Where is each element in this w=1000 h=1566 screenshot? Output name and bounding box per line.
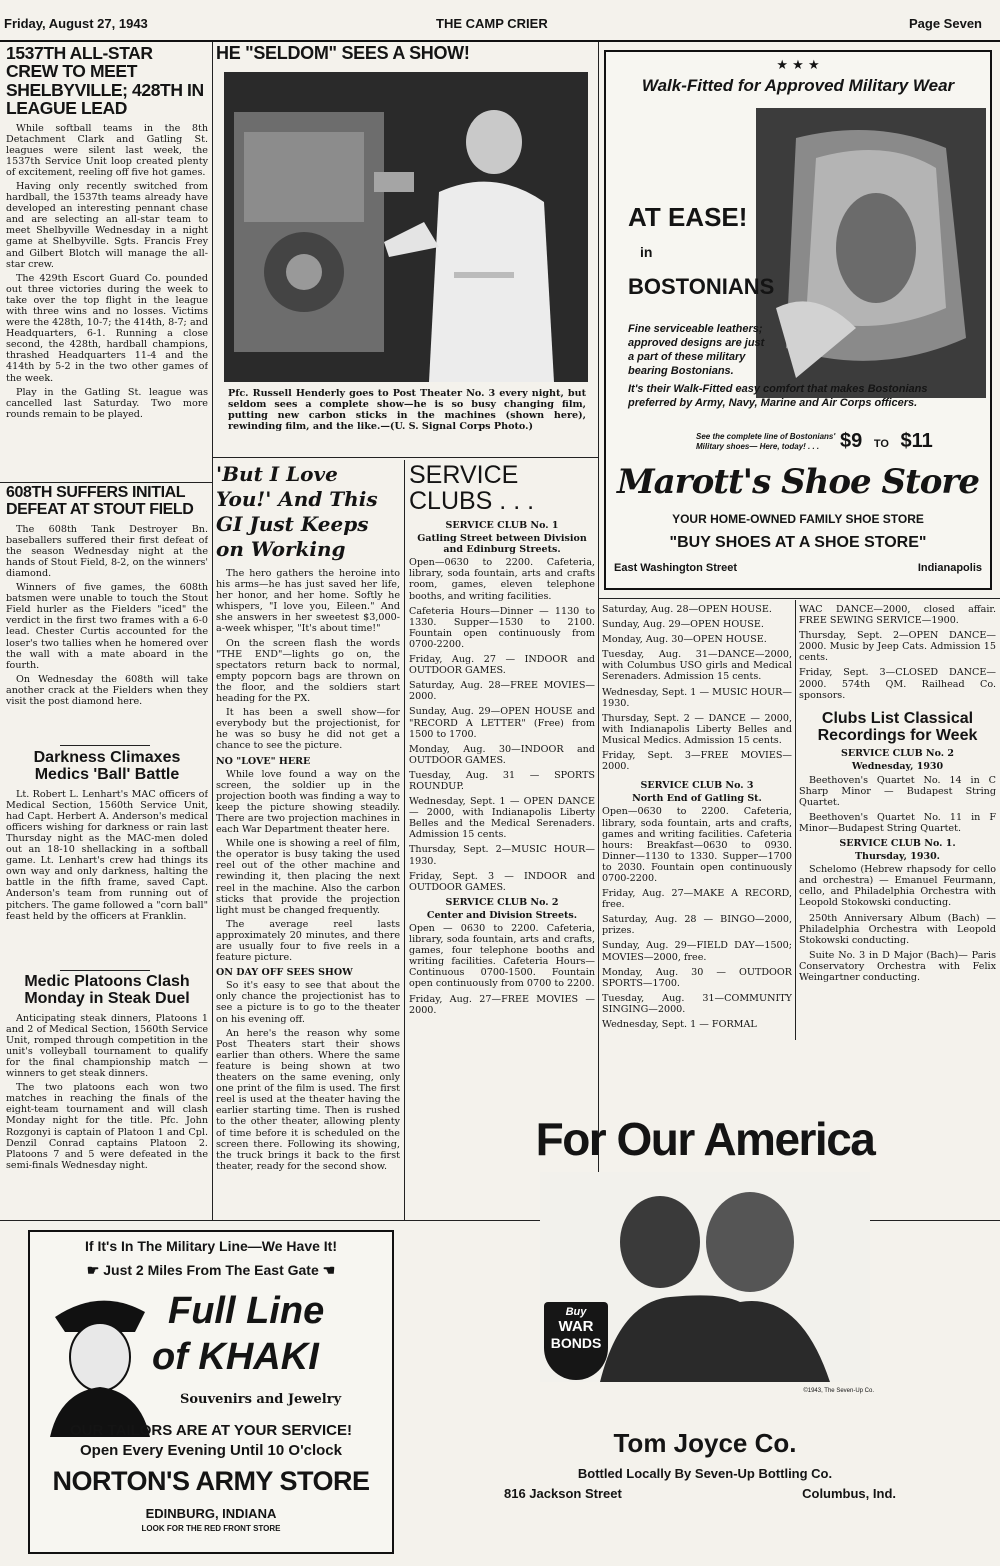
america-headline: For Our America xyxy=(535,1113,875,1165)
masthead xyxy=(0,14,1000,38)
schedule-item: Friday, Sept. 3 — INDOOR and OUTDOOR GAMES. xyxy=(409,870,595,893)
schedule-item: Thursday, Sept. 2—OPEN DANCE—2000. Music by Jeep Cats. Admission 15 cents. xyxy=(799,630,996,664)
recording-item: Schelomo (Hebrew rhapsody for cello and orchestra) — Emanuel Feurmann, cello, and Philadelphia Orchestra with Leopold Stokowski conducting. xyxy=(799,864,996,909)
paragraph: An here's the reason why some Post Theaters start their shows earlier than others. Where the same feature is being shown at two theaters on the same evening, only one print of the film is used. The first reel is used at the theater having the earlier starting time. Then is rushed to the other theater, allowing plenty of time before it is scheduled on the screen there. Following its showing, the truck brings it back to the first theater, ready for the second show. xyxy=(216,1027,400,1172)
masthead-rule xyxy=(0,40,1000,42)
recording-item: Beethoven's Quartet No. 11 in F Minor—Budapest String Quartet. xyxy=(799,811,996,834)
club2-schedule xyxy=(602,604,792,1030)
schedule-item: Thursday, Sept. 2—MUSIC HOUR—1930. xyxy=(409,844,595,867)
service-clubs-column xyxy=(409,462,595,1072)
love-article xyxy=(216,462,400,1218)
paragraph: So it's easy to see that about the only chance the projectionist has to see a picture is to go to the theater on his evening off. xyxy=(216,980,400,1025)
ad-price-high: $11 xyxy=(900,430,933,452)
america-company: Tom Joyce Co. xyxy=(613,1428,797,1458)
america-ad xyxy=(500,1112,910,1522)
ad-price xyxy=(840,430,933,453)
medics-headline: Darkness Climaxes Medics 'Ball' Battle xyxy=(33,750,181,783)
paragraph: The hero gathers the heroine into his arms—he has just saved her life, her honor, and her home. Softly he whispers, "I love you, Eileen." And she answers in her sweetest $3,000-a-week whisper, "It's about time!" xyxy=(216,568,400,635)
schedule-item: Monday, Aug. 30—OPEN HOUSE. xyxy=(602,634,767,646)
ad-stars: ★ ★ ★ xyxy=(776,58,820,73)
paragraph: While love found a way on the screen, the soldier up in the projection booth was finding a way to keep the picture showing steadily. There are two projection machines in each War Department theater here. xyxy=(216,768,400,836)
paragraph: While softball teams in the 8th Detachment Clark and Gatling St. leagues were silent last week, the 1537th Service Unit loop created plenty of excitement, reeling off five hot games. xyxy=(6,122,208,178)
allstar-article xyxy=(6,44,208,482)
service-clubs-column-2 xyxy=(602,604,792,1044)
schedule-item: Sunday, Aug. 29—FIELD DAY—1500; MOVIES—2000, free. xyxy=(602,940,792,963)
ad-street: East Washington Street xyxy=(614,562,738,574)
schedule-item: Tuesday, Aug. 31—COMMUNITY SINGING—2000. xyxy=(602,992,792,1015)
norton-miles-text: Just 2 Miles From The East Gate xyxy=(103,1262,319,1278)
paragraph: Winners of five games, the 608th batsmen were unable to touch the Stout Field hurler as the Fielders "iced" the verdict in the first two frames with a 6-0 lead. Chester Curtis accounted for the loser's two tallies when he homered over the wall with a mate aboard in the fourth. xyxy=(6,582,208,671)
norton-ad xyxy=(28,1230,394,1554)
love-body xyxy=(216,568,400,1172)
classical-headline: Clubs List Classical Recordings for Week xyxy=(817,709,978,744)
norton-tailors: OUR TAILORS ARE AT YOUR SERVICE! xyxy=(70,1422,352,1439)
column-rule xyxy=(795,600,796,1040)
america-bottled: Bottled Locally By Seven-Up Bottling Co. xyxy=(577,1466,833,1481)
schedule-item: Open—0630 to 2200. Cafeteria, library, soda fountain, arts and crafts room, games, eleven telephone booths, and writing facilities. xyxy=(409,557,595,602)
photo-headline: HE "SELDOM" SEES A SHOW! xyxy=(216,44,470,63)
club1-title: SERVICE CLUB No. 1 xyxy=(445,520,559,531)
schedule-item: Wednesday, Sept. 1 — OPEN DANCE — 2000, with Indianapolis Liberty Belles and the Medical Serenaders. Admission 15 cents. xyxy=(409,796,595,841)
medics-body xyxy=(6,789,208,922)
ad-store-sub: YOUR HOME-OWNED FAMILY SHOE STORE xyxy=(672,512,924,526)
photo-feature xyxy=(216,44,596,454)
club1-location: Gatling Street between Division and Edinburg Streets. xyxy=(417,533,587,556)
war-bonds-badge xyxy=(544,1302,608,1380)
schedule-item: Sunday, Aug. 29—OPEN HOUSE and "RECORD A LETTER" (Free) from 1500 to 1700. xyxy=(409,706,595,740)
schedule-item: Saturday, Aug. 28—FREE MOVIES—2000. xyxy=(409,680,595,703)
schedule-item: Tuesday, Aug. 31—DANCE—2000, with Columbus USO girls and Medical Serenaders. Admission 15 cents. xyxy=(602,649,792,683)
norton-miles xyxy=(30,1262,392,1279)
schedule-item: Friday, Sept. 3—FREE MOVIES—2000. xyxy=(602,750,792,773)
paragraph: Lt. Robert L. Lenhart's MAC officers of Medical Section, 1560th Service Unit, had Capt. Herbert A. Anderson's medical officers wishing for darkness or rain last Thursday night as the MAC-men doled out an 18-10 shellacking in a softball game. Lt. Lenhart's crew had things its own way and only darkness, halting the battle in the fifth frame, saved Capt. Anderson's team from running out of pitchers. The game followed a "corn ball" feast held by the officers at Franklin. xyxy=(6,788,208,922)
schedule-item: Friday, Aug. 27—MAKE A RECORD, free. xyxy=(602,888,792,911)
service-headline xyxy=(409,462,595,514)
platoons-article xyxy=(6,974,208,1218)
paragraph: The 429th Escort Guard Co. pounded out three victories during the week to take over the top flight in the league with three wins and no losses. Victims were the 428th, 10-7; the 414th, 8-7; and Headquarters, 6-1. Running a close second, the 428th, hardball champions, thrashed Headquarters 11-4 and the 414th by 5-2 in the two other games of the week. xyxy=(6,272,208,384)
schedule-item: Sunday, Aug. 29—OPEN HOUSE. xyxy=(602,619,764,631)
schedule-item: Wednesday, Sept. 1 — FORMAL xyxy=(602,1019,757,1030)
section-rule xyxy=(212,457,598,458)
paragraph: Play in the Gatling St. league was cancelled last Saturday. Two more rounds remain to be played. xyxy=(6,386,208,420)
schedule-item: Saturday, Aug. 28 — BINGO—2000, prizes. xyxy=(602,914,792,937)
pointing-hand-icon: ☚ xyxy=(318,1262,336,1278)
club2-title: SERVICE CLUB No. 2 xyxy=(445,896,559,908)
paragraph: Anticipating steak dinners, Platoons 1 and 2 of Medical Section, 1560th Service Unit, romped through competition in the unit's volleyball tournament to qualify for the final championship match — winners to get steak dinners. xyxy=(6,1012,208,1080)
america-copyright: ©1943, The Seven-Up Co. xyxy=(803,1388,874,1394)
schedule-item: Wednesday, Sept. 1 — MUSIC HOUR—1930. xyxy=(602,686,792,709)
norton-khaki: of KHAKI xyxy=(152,1336,319,1378)
ad-price-low: $9 xyxy=(840,430,863,452)
norton-name: NORTON'S ARMY STORE xyxy=(52,1466,370,1496)
paragraph: On the screen flash the words "THE END"—lights go on, the spectators return back to normal, empty popcorn bags are thrown on the floor, and the soldiers start heading for the PX. xyxy=(216,637,400,705)
paragraph: While one is showing a reel of film, the operator is busy taking the used reel out of the other machine and rewinding it, then placing the next reel in the machine. Also the carbon sticks that provide the projection light must be changed frequently. xyxy=(216,838,400,916)
boot-illustration xyxy=(756,108,986,398)
classical-day: Thursday, 1930. xyxy=(854,851,940,863)
bostonians-ad xyxy=(604,50,992,590)
classical-day: Wednesday, 1930 xyxy=(851,761,944,773)
service-clubs-column-3 xyxy=(799,604,996,1044)
schedule-item: Open—0630 to 2200. Cafeteria, library, soda fountain, arts and crafts, games and writing facilities. Cafeteria hours: Breakfast—0630 to 0930. Dinner—1130 to 1330. Supper—1700 to 2030. Fountain open continuously 0700-2200. xyxy=(602,806,792,884)
love-subhead: ON DAY OFF SEES SHOW xyxy=(216,967,353,979)
ad-at-ease: AT EASE! xyxy=(628,202,748,232)
allstar-headline: 1537TH ALL-STAR CREW TO MEET SHELBYVILLE; 428TH IN LEAGUE LEAD xyxy=(6,44,204,119)
stout-body xyxy=(6,524,208,708)
ad-price-to: TO xyxy=(873,438,889,450)
section-rule xyxy=(60,745,150,746)
soldier-illustration xyxy=(40,1287,160,1437)
classical-club1: SERVICE CLUB No. 1. xyxy=(839,838,956,849)
platoons-body xyxy=(6,1013,208,1171)
club1-schedule xyxy=(409,520,595,1016)
norton-top: If It's In The Military Line—We Have It! xyxy=(85,1238,337,1254)
ad-store-logo: Marott's Shoe Store xyxy=(617,462,979,502)
club2-location: Center and Division Streets. xyxy=(426,909,578,921)
masthead-paper: THE CAMP CRIER xyxy=(436,16,548,31)
photo-caption: Pfc. Russell Henderly goes to Post Theater No. 3 every night, but seldom sees a complete show—he is so busy changing film, putting new carbon sticks in the machines (shown here), rewinding film, and the like.—(U. S. Signal Corps Photo.) xyxy=(228,388,586,433)
section-rule xyxy=(60,970,150,971)
schedule-item: Tuesday, Aug. 31 — SPORTS ROUNDUP. xyxy=(409,769,595,792)
schedule-item: Monday, Aug. 30—INDOOR and OUTDOOR GAMES. xyxy=(409,743,595,766)
paragraph: The 608th Tank Destroyer Bn. baseballers suffered their first defeat of the season Wednesday night at the hands of Stout Field, 8-2, on the winners' diamond. xyxy=(6,523,208,579)
projectionist-photo xyxy=(224,72,588,382)
ad-brand: BOSTONIANS xyxy=(628,274,775,299)
column-rule xyxy=(404,460,405,1220)
badge-bonds: BONDS xyxy=(550,1335,602,1351)
paragraph: It has been a swell show—for everybody but the projectionist, for he was so busy he did not get a chance to see the picture. xyxy=(216,707,400,752)
masthead-date: Friday, August 27, 1943 xyxy=(4,16,148,31)
badge-war: WAR xyxy=(558,1318,594,1335)
platoons-headline: Medic Platoons Clash Monday in Steak Duel xyxy=(24,974,190,1007)
column-rule xyxy=(212,42,213,1220)
america-street: 816 Jackson Street xyxy=(504,1486,622,1501)
norton-souvenirs: Souvenirs and Jewelry xyxy=(180,1392,342,1407)
ad-slogan: "BUY SHOES AT A SHOE STORE" xyxy=(669,534,927,551)
schedule-item: Friday, Sept. 3—CLOSED DANCE—2000. 574th QM. Railhead Co. sponsors. xyxy=(799,667,996,701)
recording-item: Suite No. 3 in D Major (Bach)— Paris Conservatory Orchestra with Felix Weingartner conducting. xyxy=(799,949,996,984)
love-subhead: NO "LOVE" HERE xyxy=(216,755,311,767)
column-rule xyxy=(598,42,599,1220)
schedule-item: Friday, Aug. 27 — INDOOR and OUTDOOR GAMES. xyxy=(409,654,595,677)
schedule-item: Thursday, Sept. 2 — DANCE — 2000, with Indianapolis Liberty Belles and Musical Medics. Admission 15 cents. xyxy=(602,712,792,746)
schedule-item: Monday, Aug. 30 — OUTDOOR SPORTS—1700. xyxy=(602,966,792,989)
america-city: Columbus, Ind. xyxy=(802,1486,896,1501)
club3-location: North End of Gatling St. xyxy=(632,793,762,805)
recording-item: 250th Anniversary Album (Bach) —Philadelphia Orchestra with Leopold Stokowski conducting. xyxy=(799,912,996,946)
schedule-item: Open — 0630 to 2200. Cafeteria, library, soda fountain, arts and crafts, games, four telephone booths and writing facilities. Cafeteria Hours—Continuous 0700-1500. Fountain open continuously from 0700 to 2200. xyxy=(409,923,595,990)
classical-body xyxy=(799,748,996,983)
norton-full: Full Line xyxy=(168,1290,325,1332)
service-headline-line: CLUBS . . . xyxy=(409,487,535,515)
ad-in: in xyxy=(640,244,653,260)
pointing-hand-icon: ☛ xyxy=(86,1262,104,1278)
paragraph: The average reel lasts approximately 20 minutes, and there are usually four to five reels in a feature picture. xyxy=(216,918,400,964)
projector-illustration xyxy=(224,72,588,382)
norton-open: Open Every Evening Until 10 O'clock xyxy=(80,1442,342,1459)
club3-schedule-cont xyxy=(799,604,996,701)
ad-copy2: It's their Walk-Fitted easy comfort that makes Bostonians preferred by Army, Navy, Marine and Air Corps officers. xyxy=(628,383,928,409)
service-headline-line: SERVICE xyxy=(409,462,519,489)
ad-copy1: Fine serviceable leathers; approved designs are just a part of these military bearing Bostonians. xyxy=(628,323,765,377)
section-rule xyxy=(0,482,212,483)
club3-title: SERVICE CLUB No. 3 xyxy=(640,780,754,792)
schedule-item: WAC DANCE—2000, closed affair. FREE SEWING SERVICE—1900. xyxy=(799,604,996,627)
badge-buy: Buy xyxy=(565,1306,587,1318)
classical-club2: SERVICE CLUB No. 2 xyxy=(840,748,954,760)
medics-article xyxy=(6,750,208,968)
schedule-item: Friday, Aug. 27—FREE MOVIES —2000. xyxy=(409,993,595,1016)
schedule-item: Cafeteria Hours—Dinner — 1130 to 1330. Supper—1530 to 2100. Fountain open continuously from 0700-2200. xyxy=(409,605,595,650)
recording-item: Beethoven's Quartet No. 14 in C Sharp Minor — Budapest String Quartet. xyxy=(799,774,996,808)
allstar-body xyxy=(6,123,208,420)
paragraph: On Wednesday the 608th will take another crack at the Fielders when they visit the post diamond here. xyxy=(6,673,208,707)
love-headline: 'But I Love You!' And This GI Just Keeps on Working xyxy=(216,462,378,561)
paragraph: Having only recently switched from hardball, the 1537th teams already have developed an interesting pennant chase and are selecting an all-star team to meet Shelbyville Wednesday in a night game at Shelbyville. Sgts. Francis Frey and Gilbert Blotch will manage the all-star crew. xyxy=(6,180,208,270)
masthead-page: Page Seven xyxy=(909,16,982,31)
norton-city: EDINBURG, INDIANA xyxy=(145,1506,277,1521)
section-rule xyxy=(598,598,1000,599)
ad-tagline: Walk-Fitted for Approved Military Wear xyxy=(641,76,955,95)
stout-article xyxy=(6,485,208,741)
schedule-item: Saturday, Aug. 28—OPEN HOUSE. xyxy=(602,604,772,615)
ad-see-line: See the complete line of Bostonians' Military shoes— Here, today! . . . xyxy=(696,432,836,451)
norton-look: LOOK FOR THE RED FRONT STORE xyxy=(141,1524,281,1533)
paragraph: The two platoons each won two matches in reaching the finals of the eight-team tournament and will clash Monday night for the title. Pfc. John Rozgonyi is captain of Platoon 1 and Cpl. Denzil Conrad captains Platoon 2. Platoons 7 and 5 were defeated in the semi-finals Wednesday night. xyxy=(6,1082,208,1171)
ad-city: Indianapolis xyxy=(917,562,982,574)
stout-headline: 608TH SUFFERS INITIAL DEFEAT AT STOUT FIELD xyxy=(6,485,194,518)
